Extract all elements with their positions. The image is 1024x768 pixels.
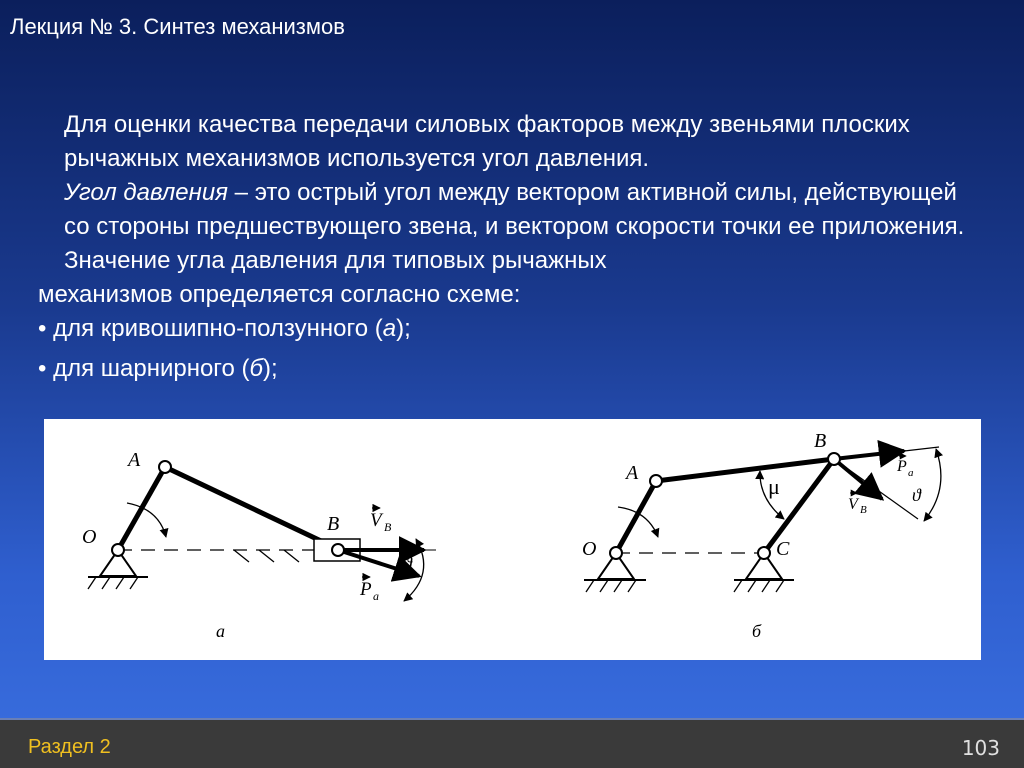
joint-b-b [828, 453, 840, 465]
paragraph-2-text: – это острый угол между вектором активной силы, действующей со стороны предшествующего звена, и вектором скорости точки ее приложения. [64, 179, 965, 240]
coupler-ab [656, 459, 834, 481]
label-v: V [370, 510, 382, 531]
joint-a-b [650, 475, 662, 487]
slide-title: Лекция № 3. Синтез механизмов [10, 14, 345, 39]
scheme-a-labels [82, 449, 413, 641]
label-p-sub: a [373, 589, 379, 603]
paragraph-2 [38, 176, 978, 244]
label-c: C [776, 538, 790, 560]
label-theta-b: ϑ [912, 485, 921, 505]
mechanism-svg [44, 419, 981, 660]
label-p-sub-b: a [908, 467, 914, 479]
mechanism-diagram [44, 419, 981, 660]
label-theta: ϑ [402, 554, 412, 576]
bullet-2-letter: б [249, 355, 264, 382]
label-v-b: V [848, 496, 858, 513]
paragraph-3 [38, 244, 978, 278]
slider-guide-hatch [234, 550, 299, 562]
joint-a [159, 461, 171, 473]
joint-o-b [610, 547, 622, 559]
pressure-angle-term: Угол давления [64, 179, 229, 206]
bullet-hinged [38, 352, 978, 386]
label-p: P [360, 579, 372, 600]
label-o-b: O [582, 538, 597, 560]
label-v-sub: B [384, 520, 392, 534]
paragraph-3-continued [38, 278, 978, 312]
label-p-b: P [897, 458, 907, 475]
page-number: 103 [961, 736, 1000, 760]
label-v-sub-b: B [860, 504, 867, 516]
crank-oa-b [616, 481, 656, 553]
crank-oa [118, 467, 165, 550]
section-label: Раздел 2 [28, 736, 111, 758]
paragraph-3-line-2: механизмов определяется согласно схеме: [38, 281, 521, 308]
label-a-b: A [626, 462, 639, 484]
bullet-2-prefix: • для шарнирного ( [38, 355, 250, 382]
bullet-2-suffix: ); [263, 355, 278, 382]
caption-b: б [752, 621, 762, 641]
angle-arc-theta-b [924, 449, 941, 521]
label-mu: μ [768, 474, 780, 499]
label-b: B [327, 513, 340, 535]
paragraph-1-text: Для оценки качества передачи силовых факторов между звеньями плоских рычажных механизмов используется угол давления. [64, 111, 910, 172]
scheme-b-labels [582, 430, 922, 641]
caption-a: a [216, 621, 225, 641]
bullet-1-suffix: ); [396, 315, 411, 342]
joint-b [332, 544, 344, 556]
joint-c [758, 547, 770, 559]
paragraph-3-line-1: Значение угла давления для типовых рычажных [64, 247, 607, 274]
connecting-rod-ab [165, 467, 338, 549]
slide-body [38, 108, 978, 386]
bullet-1-prefix: • для кривошипно-ползунного ( [38, 315, 383, 342]
paragraph-1 [38, 108, 978, 176]
label-a: A [128, 449, 141, 471]
bullet-1-letter: а [382, 315, 397, 342]
label-b-b: B [814, 430, 827, 452]
velocity-vector-vb-b [834, 459, 882, 499]
joint-o [112, 544, 124, 556]
label-o: O [82, 526, 97, 548]
bullet-crank-slider [38, 312, 978, 346]
force-vector-pa-b [834, 451, 904, 459]
footer-bar [0, 720, 1024, 768]
